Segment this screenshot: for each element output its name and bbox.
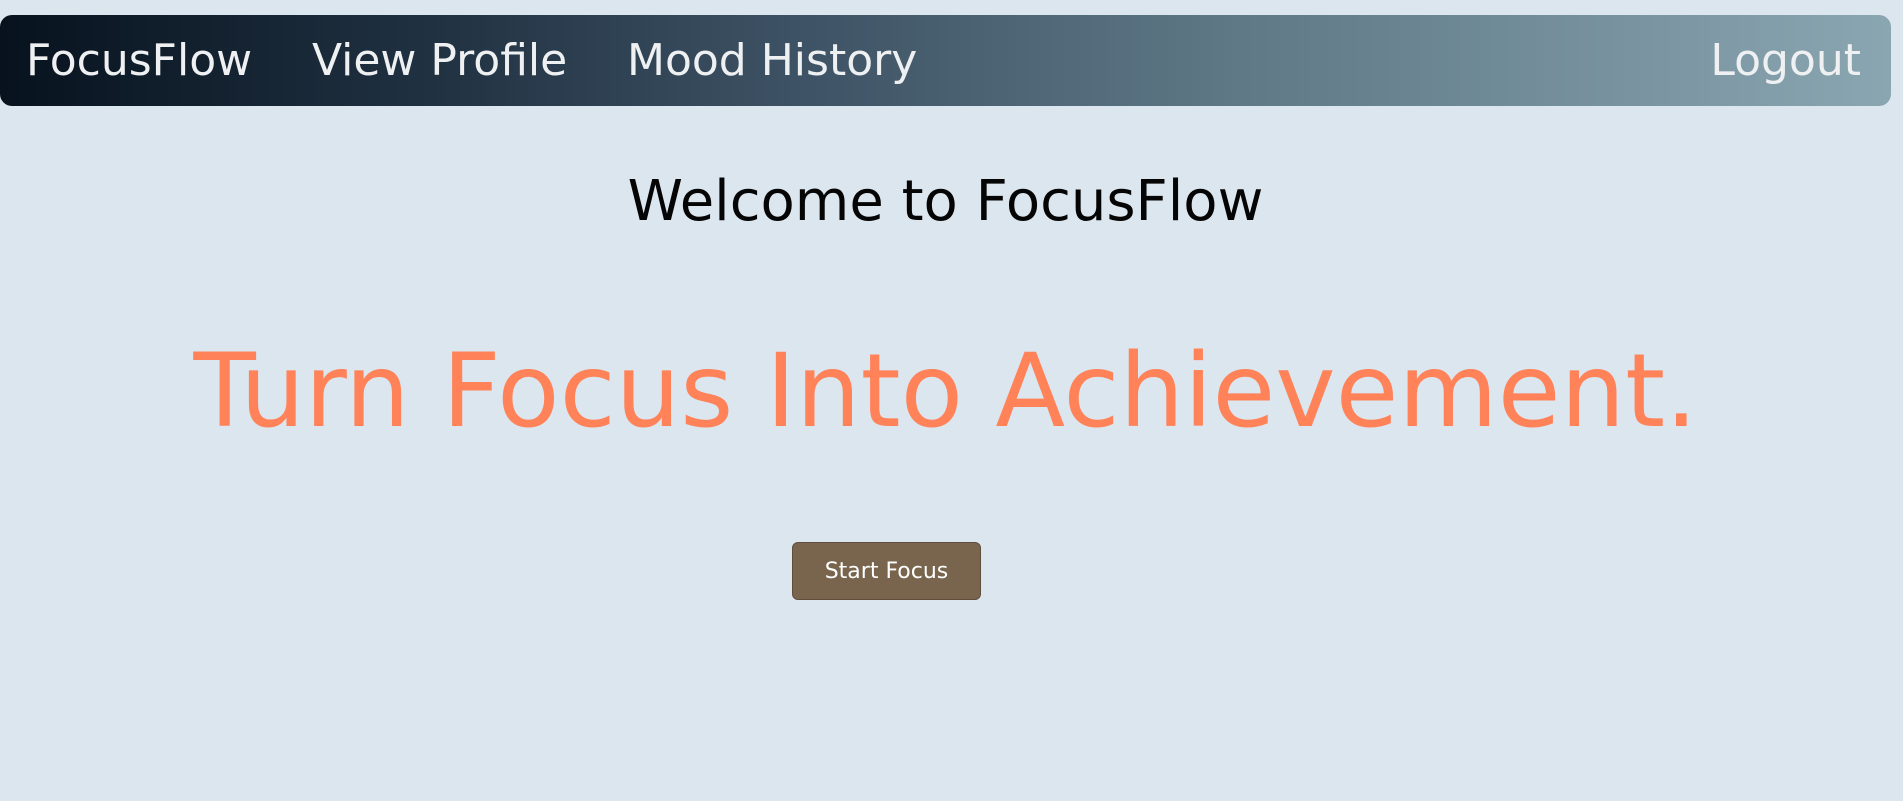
top-navbar bbox=[0, 15, 1891, 106]
start-focus-button[interactable]: Start Focus bbox=[792, 542, 981, 600]
welcome-heading: Welcome to FocusFlow bbox=[627, 169, 1264, 234]
tagline-heading: Turn Focus Into Achievement. bbox=[193, 332, 1698, 451]
nav-mood-history[interactable]: Mood History bbox=[627, 35, 918, 86]
logout-link[interactable]: Logout bbox=[1710, 35, 1861, 86]
brand-link[interactable]: FocusFlow bbox=[26, 35, 253, 86]
nav-view-profile[interactable]: View Profile bbox=[312, 35, 568, 86]
